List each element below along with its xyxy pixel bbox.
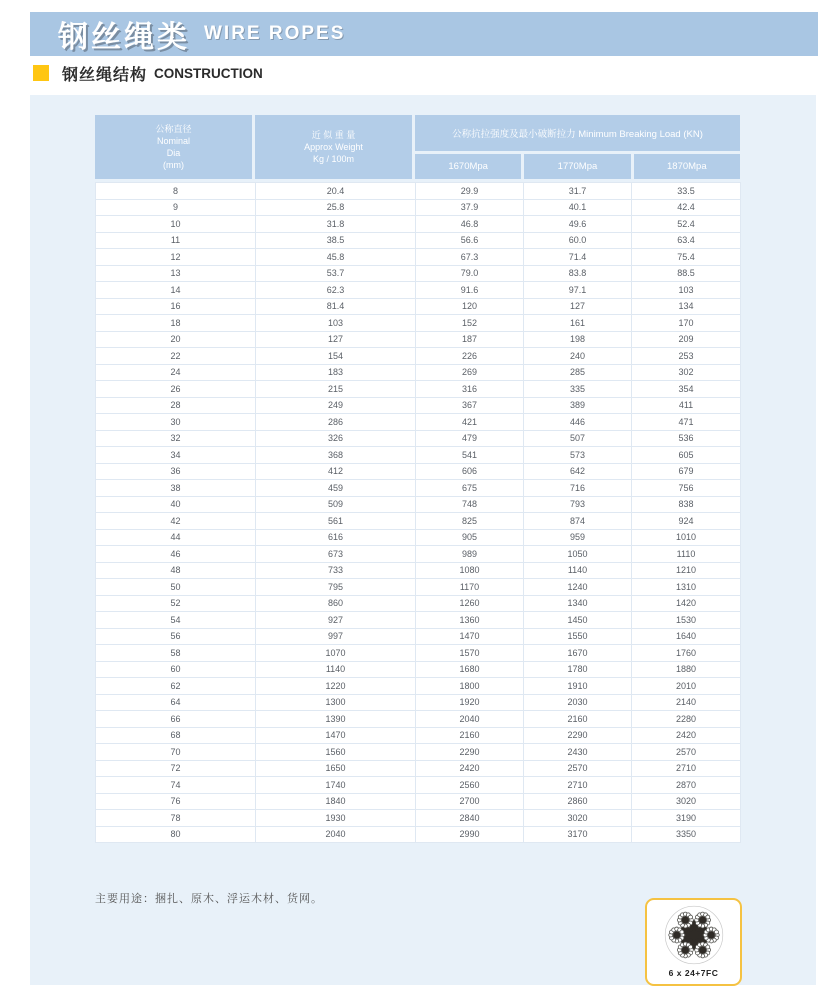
table-cell: 36 [96,463,256,480]
table-cell: 76 [96,793,256,810]
table-cell: 1840 [256,793,416,810]
table-cell: 3020 [524,810,632,827]
table-cell: 924 [632,513,741,530]
table-cell: 1880 [632,661,741,678]
table-cell: 748 [416,496,524,513]
table-cell: 573 [524,447,632,464]
table-row [96,265,741,282]
table-cell: 28 [96,397,256,414]
table-row [96,826,741,843]
table-cell: 1340 [524,595,632,612]
table-cell: 50 [96,579,256,596]
table-row [96,661,741,678]
table-cell: 83.8 [524,265,632,282]
table-cell: 793 [524,496,632,513]
table-cell: 2010 [632,678,741,695]
table-cell: 541 [416,447,524,464]
col-header-weight [255,115,412,179]
table-cell: 1140 [256,661,416,678]
content-panel [30,95,816,985]
table-cell: 1530 [632,612,741,629]
table-cell: 1920 [416,694,524,711]
usage-note: 主要用途：捆扎、原木、浮运木材、货网。 [95,893,323,905]
table-cell: 479 [416,430,524,447]
table-cell: 25.8 [256,199,416,216]
table-cell: 60.0 [524,232,632,249]
table-cell: 67.3 [416,249,524,266]
table-cell: 2030 [524,694,632,711]
table-cell: 198 [524,331,632,348]
table-cell: 187 [416,331,524,348]
table-cell: 326 [256,430,416,447]
table-cell: 795 [256,579,416,596]
table-cell: 2280 [632,711,741,728]
table-cell: 70 [96,744,256,761]
table-cell: 2140 [632,694,741,711]
table-cell: 302 [632,364,741,381]
table-row [96,199,741,216]
table-row [96,298,741,315]
table-cell: 679 [632,463,741,480]
table-cell: 170 [632,315,741,332]
table-cell: 38.5 [256,232,416,249]
table-cell: 91.6 [416,282,524,299]
table-cell: 605 [632,447,741,464]
table-cell: 2710 [632,760,741,777]
table-cell: 48 [96,562,256,579]
table-cell: 8 [96,183,256,200]
table-cell: 421 [416,414,524,431]
table-cell: 1570 [416,645,524,662]
table-cell: 16 [96,298,256,315]
table-cell: 249 [256,397,416,414]
table-cell: 2420 [416,760,524,777]
table-cell: 24 [96,364,256,381]
table-cell: 40.1 [524,199,632,216]
table-cell: 3020 [632,793,741,810]
table-row [96,562,741,579]
table-cell: 1010 [632,529,741,546]
table-cell: 927 [256,612,416,629]
page-banner [30,12,818,56]
table-row [96,777,741,794]
table-cell: 675 [416,480,524,497]
table-row [96,331,741,348]
table-cell: 2570 [524,760,632,777]
table-cell: 2860 [524,793,632,810]
table-row [96,711,741,728]
table-cell: 642 [524,463,632,480]
col-header-weight-en: Approx Weight [304,142,363,152]
table-cell: 3350 [632,826,741,843]
table-cell: 120 [416,298,524,315]
table-cell: 1550 [524,628,632,645]
table-cell: 1420 [632,595,741,612]
table-row [96,216,741,233]
table-row [96,463,741,480]
table-row [96,315,741,332]
table-cell: 367 [416,397,524,414]
rope-cross-section-box [645,898,742,986]
table-cell: 1080 [416,562,524,579]
table-cell: 2870 [632,777,741,794]
spec-table-body [95,182,741,843]
table-cell: 56 [96,628,256,645]
table-cell: 62.3 [256,282,416,299]
section-title-en: CONSTRUCTION [154,65,263,81]
col-header-1770mpa: 1770Mpa [524,154,630,179]
table-row [96,282,741,299]
table-row [96,694,741,711]
table-cell: 60 [96,661,256,678]
banner-title-zh: 钢丝绳类 [58,21,190,54]
table-cell: 88.5 [632,265,741,282]
table-cell: 152 [416,315,524,332]
table-cell: 509 [256,496,416,513]
table-cell: 215 [256,381,416,398]
table-cell: 64 [96,694,256,711]
rope-cross-section-icon [661,903,727,967]
table-cell: 716 [524,480,632,497]
table-cell: 1170 [416,579,524,596]
table-cell: 154 [256,348,416,365]
col-header-diameter-unit: (mm) [163,160,184,170]
table-cell: 32 [96,430,256,447]
table-cell: 2700 [416,793,524,810]
table-row [96,414,741,431]
col-header-weight-unit: Kg / 100m [312,154,355,164]
table-cell: 1910 [524,678,632,695]
table-cell: 989 [416,546,524,563]
table-cell: 30 [96,414,256,431]
table-cell: 68 [96,727,256,744]
table-cell: 53.7 [256,265,416,282]
table-cell: 673 [256,546,416,563]
table-row [96,678,741,695]
table-cell: 209 [632,331,741,348]
col-header-weight-zh: 近 似 重 量 [311,130,356,140]
table-cell: 411 [632,397,741,414]
table-cell: 10 [96,216,256,233]
table-row [96,645,741,662]
table-cell: 3170 [524,826,632,843]
table-cell: 80 [96,826,256,843]
table-cell: 1300 [256,694,416,711]
col-header-diameter-zh: 公称直径 [155,124,192,134]
table-cell: 74 [96,777,256,794]
table-cell: 31.8 [256,216,416,233]
table-cell: 354 [632,381,741,398]
table-row [96,546,741,563]
table-cell: 52.4 [632,216,741,233]
table-cell: 49.6 [524,216,632,233]
table-cell: 368 [256,447,416,464]
table-row [96,628,741,645]
table-cell: 14 [96,282,256,299]
table-cell: 2570 [632,744,741,761]
table-cell: 1050 [524,546,632,563]
table-row [96,744,741,761]
table-cell: 2840 [416,810,524,827]
table-cell: 183 [256,364,416,381]
table-cell: 40 [96,496,256,513]
table-row [96,595,741,612]
table-row [96,480,741,497]
table-cell: 2430 [524,744,632,761]
table-cell: 733 [256,562,416,579]
table-cell: 29.9 [416,183,524,200]
table-cell: 78 [96,810,256,827]
spec-table [95,115,740,843]
table-cell: 18 [96,315,256,332]
table-cell: 253 [632,348,741,365]
table-cell: 1360 [416,612,524,629]
table-cell: 240 [524,348,632,365]
table-cell: 412 [256,463,416,480]
table-cell: 1780 [524,661,632,678]
table-cell: 13 [96,265,256,282]
table-row [96,381,741,398]
breaking-load-subheaders [415,154,740,179]
table-cell: 959 [524,529,632,546]
table-cell: 79.0 [416,265,524,282]
table-cell: 756 [632,480,741,497]
table-row [96,397,741,414]
table-header [95,115,740,179]
table-cell: 58 [96,645,256,662]
col-header-1670mpa: 1670Mpa [415,154,521,179]
table-row [96,447,741,464]
table-cell: 37.9 [416,199,524,216]
table-cell: 2160 [524,711,632,728]
table-row [96,529,741,546]
table-row [96,364,741,381]
table-cell: 9 [96,199,256,216]
table-cell: 997 [256,628,416,645]
table-row [96,760,741,777]
table-cell: 20 [96,331,256,348]
table-cell: 127 [524,298,632,315]
table-row [96,232,741,249]
col-header-diameter [95,115,252,179]
table-cell: 3190 [632,810,741,827]
table-cell: 46 [96,546,256,563]
table-cell: 54 [96,612,256,629]
table-cell: 2990 [416,826,524,843]
table-cell: 2290 [524,727,632,744]
table-cell: 11 [96,232,256,249]
table-cell: 1450 [524,612,632,629]
table-row [96,612,741,629]
table-cell: 71.4 [524,249,632,266]
table-cell: 1310 [632,579,741,596]
table-cell: 1220 [256,678,416,695]
table-cell: 81.4 [256,298,416,315]
table-cell: 471 [632,414,741,431]
col-header-diameter-en2: Dia [166,148,181,158]
table-row [96,513,741,530]
col-header-breaking-load: 公称抗拉强度及最小破断拉力 Minimum Breaking Load (KN) [415,115,740,151]
table-row [96,183,741,200]
table-cell: 1470 [416,628,524,645]
table-cell: 316 [416,381,524,398]
table-cell: 44 [96,529,256,546]
table-cell: 507 [524,430,632,447]
table-cell: 161 [524,315,632,332]
table-cell: 33.5 [632,183,741,200]
table-cell: 45.8 [256,249,416,266]
table-cell: 905 [416,529,524,546]
section-title-zh: 钢丝绳结构 [62,66,148,84]
table-cell: 103 [632,282,741,299]
table-cell: 1140 [524,562,632,579]
table-cell: 22 [96,348,256,365]
table-cell: 459 [256,480,416,497]
table-cell: 63.4 [632,232,741,249]
table-cell: 1240 [524,579,632,596]
table-row [96,430,741,447]
table-cell: 34 [96,447,256,464]
table-cell: 561 [256,513,416,530]
table-cell: 2420 [632,727,741,744]
table-cell: 1470 [256,727,416,744]
table-cell: 2710 [524,777,632,794]
table-cell: 616 [256,529,416,546]
table-cell: 286 [256,414,416,431]
table-cell: 1740 [256,777,416,794]
table-cell: 2290 [416,744,524,761]
col-header-diameter-en: Nominal [156,136,190,146]
table-cell: 536 [632,430,741,447]
table-cell: 446 [524,414,632,431]
table-cell: 1210 [632,562,741,579]
rope-construction-label: 6 x 24+7FC [668,968,719,978]
table-cell: 2160 [416,727,524,744]
table-row [96,579,741,596]
table-body [96,183,741,843]
table-cell: 1070 [256,645,416,662]
table-cell: 269 [416,364,524,381]
table-cell: 1680 [416,661,524,678]
table-cell: 1650 [256,760,416,777]
table-cell: 97.1 [524,282,632,299]
table-cell: 1560 [256,744,416,761]
col-header-breaking-group [415,115,740,179]
table-cell: 52 [96,595,256,612]
table-cell: 226 [416,348,524,365]
table-cell: 46.8 [416,216,524,233]
table-cell: 62 [96,678,256,695]
banner-title-en: WIRE ROPES [204,23,346,44]
table-cell: 860 [256,595,416,612]
table-cell: 42.4 [632,199,741,216]
table-cell: 1390 [256,711,416,728]
table-row [96,810,741,827]
table-cell: 2040 [416,711,524,728]
table-row [96,496,741,513]
table-cell: 38 [96,480,256,497]
table-cell: 2040 [256,826,416,843]
table-cell: 1800 [416,678,524,695]
section-heading [33,63,263,83]
table-cell: 1260 [416,595,524,612]
table-cell: 838 [632,496,741,513]
table-cell: 134 [632,298,741,315]
table-cell: 2560 [416,777,524,794]
table-cell: 1640 [632,628,741,645]
table-cell: 42 [96,513,256,530]
table-cell: 26 [96,381,256,398]
table-row [96,793,741,810]
table-cell: 20.4 [256,183,416,200]
table-cell: 825 [416,513,524,530]
table-cell: 103 [256,315,416,332]
table-cell: 1670 [524,645,632,662]
table-cell: 56.6 [416,232,524,249]
table-cell: 127 [256,331,416,348]
table-cell: 389 [524,397,632,414]
yellow-square-marker [33,65,49,81]
table-cell: 66 [96,711,256,728]
table-cell: 285 [524,364,632,381]
table-cell: 1760 [632,645,741,662]
col-header-1870mpa: 1870Mpa [634,154,740,179]
table-cell: 1930 [256,810,416,827]
table-row [96,249,741,266]
table-cell: 75.4 [632,249,741,266]
table-cell: 31.7 [524,183,632,200]
table-cell: 335 [524,381,632,398]
table-cell: 874 [524,513,632,530]
table-row [96,727,741,744]
table-cell: 72 [96,760,256,777]
table-row [96,348,741,365]
table-cell: 12 [96,249,256,266]
table-cell: 606 [416,463,524,480]
table-cell: 1110 [632,546,741,563]
